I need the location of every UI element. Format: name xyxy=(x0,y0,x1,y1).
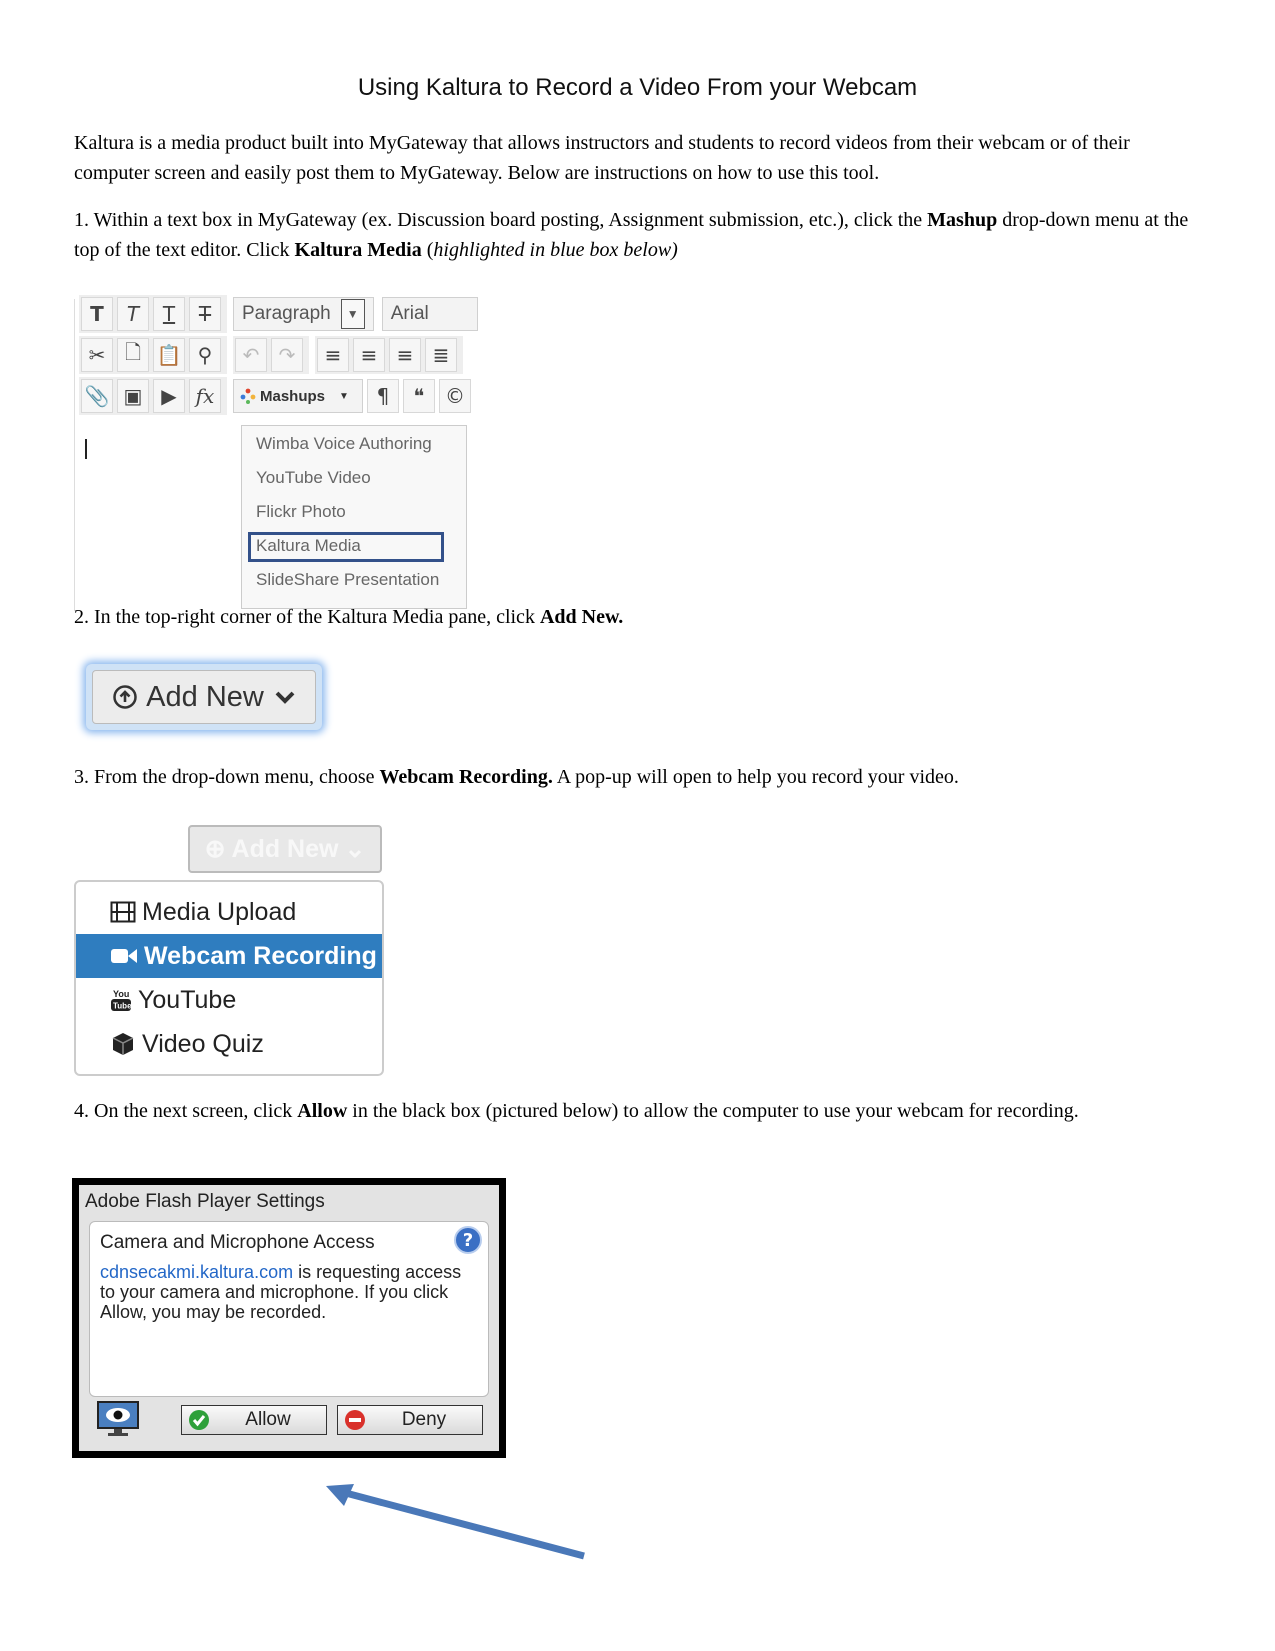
camera-access-body: is requesting access to your camera and microphone. If you click Allow, you may be recorded. xyxy=(100,1262,462,1322)
align-left-icon[interactable]: ≡ xyxy=(317,338,349,372)
step-2-bold: Add New. xyxy=(539,606,624,628)
toolbar-row-1 xyxy=(79,295,478,333)
undo-icon[interactable]: ↶ xyxy=(235,338,267,372)
step-1-bold-kaltura: Kaltura Media xyxy=(294,239,422,261)
flash-dialog-title: Adobe Flash Player Settings xyxy=(85,1191,325,1212)
step-4-text xyxy=(74,1096,1204,1126)
copy-icon[interactable]: 🗋 xyxy=(117,338,149,372)
deny-label: Deny xyxy=(401,1409,447,1430)
add-new-button[interactable] xyxy=(92,670,316,724)
align-group xyxy=(315,336,463,374)
svg-text:You: You xyxy=(113,989,130,999)
image-icon[interactable]: ▣ xyxy=(117,379,149,413)
step-2-prefix: 2. In the top-right corner of the Kaltura Media pane, click xyxy=(74,606,540,628)
flash-settings-dialog xyxy=(72,1178,506,1458)
add-new-faded-icon: ⊕ xyxy=(204,835,226,863)
text-style-group xyxy=(79,295,227,333)
history-group xyxy=(233,336,309,374)
upload-circle-icon xyxy=(112,684,138,710)
video-quiz-label: Video Quiz xyxy=(142,1029,264,1058)
paragraph-mark-icon[interactable]: ¶ xyxy=(367,379,399,413)
align-center-icon[interactable]: ≡ xyxy=(353,338,385,372)
clipboard-group xyxy=(79,336,227,374)
monitor-settings-icon[interactable] xyxy=(97,1401,139,1437)
step-3-prefix: 3. From the drop-down menu, choose xyxy=(74,766,380,788)
redo-icon[interactable]: ↷ xyxy=(271,338,303,372)
step-4-bold: Allow xyxy=(297,1100,348,1122)
menu-item-webcam-recording[interactable] xyxy=(76,934,382,978)
menu-item-video-quiz[interactable] xyxy=(76,1022,382,1066)
align-justify-icon[interactable]: ≣ xyxy=(425,338,457,372)
paste-icon[interactable]: 📋 xyxy=(153,338,185,372)
font-select-label: Arial xyxy=(390,303,429,324)
camera-access-message xyxy=(100,1262,480,1322)
page-title: Using Kaltura to Record a Video From your Webcam xyxy=(357,74,918,101)
step-1-bold-mashup: Mashup xyxy=(927,209,998,231)
step-1-paren: ( xyxy=(421,239,434,261)
flash-dialog-body xyxy=(79,1185,499,1451)
chevron-down-icon[interactable]: ▼ xyxy=(341,299,365,329)
deny-icon xyxy=(344,1409,366,1431)
camera-access-heading: Camera and Microphone Access xyxy=(100,1232,375,1253)
underline-icon[interactable]: T xyxy=(153,297,185,331)
youtube-icon xyxy=(110,987,132,1013)
media-upload-label: Media Upload xyxy=(142,897,297,926)
step-3-suffix: A pop-up will open to help you record your video. xyxy=(552,766,959,788)
media-icon[interactable]: ▶ xyxy=(153,379,185,413)
youtube-label: YouTube xyxy=(138,985,237,1014)
add-new-highlight xyxy=(86,664,322,730)
menu-item-youtube-video[interactable]: YouTube Video xyxy=(256,468,371,487)
menu-item-wimba[interactable]: Wimba Voice Authoring xyxy=(256,434,432,453)
allow-label: Allow xyxy=(245,1409,291,1430)
webcam-recording-label: Webcam Recording xyxy=(144,941,377,970)
video-camera-icon xyxy=(110,946,138,966)
paragraph-select-label: Paragraph xyxy=(242,303,331,324)
menu-item-media-upload[interactable] xyxy=(76,890,382,934)
align-right-icon[interactable]: ≡ xyxy=(389,338,421,372)
attachment-icon[interactable]: 📎 xyxy=(81,379,113,413)
paragraph-select[interactable] xyxy=(233,297,374,331)
intro-paragraph: Kaltura is a media product built into MyGateway that allows instructors and students to record videos from their webcam or of their computer screen and easily post them to MyGateway. Below are instructions on how to use this tool. xyxy=(74,132,1130,184)
add-new-dropdown-menu xyxy=(74,880,384,1076)
film-icon xyxy=(110,901,136,923)
quote-icon[interactable]: ❝ xyxy=(403,379,435,413)
add-new-button-faded[interactable] xyxy=(188,825,382,873)
svg-text:Tube: Tube xyxy=(113,1001,132,1011)
allow-button[interactable] xyxy=(181,1405,327,1435)
menu-item-kaltura-media[interactable]: Kaltura Media xyxy=(256,536,361,555)
step-4-suffix: in the black box (pictured below) to allow the computer to use your webcam for recording. xyxy=(347,1100,1079,1122)
toolbar-row-3 xyxy=(79,377,475,415)
mashups-button[interactable] xyxy=(233,379,363,413)
requesting-domain-link[interactable]: cdnsecakmi.kaltura.com xyxy=(100,1262,294,1282)
copyright-icon[interactable]: © xyxy=(439,379,471,413)
step-3-bold: Webcam Recording. xyxy=(379,766,553,788)
pointer-arrow xyxy=(320,1480,590,1560)
chevron-down-icon xyxy=(274,689,296,705)
menu-item-flickr[interactable]: Flickr Photo xyxy=(256,502,346,521)
menu-item-slideshare[interactable]: SlideShare Presentation xyxy=(256,570,440,589)
cube-icon xyxy=(110,1031,136,1057)
step-1-prefix: 1. Within a text box in MyGateway (ex. Discussion board posting, Assignment submission, etc.), click the xyxy=(74,209,928,231)
step-1-text xyxy=(74,205,1204,265)
step-1-italic: highlighted in blue box below) xyxy=(433,239,678,261)
menu-item-youtube[interactable] xyxy=(76,978,382,1022)
mashups-label: Mashups xyxy=(260,387,326,405)
step-2-text xyxy=(74,602,1204,632)
strikethrough-icon[interactable]: T xyxy=(189,297,221,331)
toolbar-row-2 xyxy=(79,336,469,374)
step-1-mid: drop-down menu at the top of the text editor. Click xyxy=(74,209,1189,261)
mashups-icon xyxy=(240,388,256,404)
chevron-down-icon: ▼ xyxy=(339,390,349,402)
chevron-down-icon: ⌄ xyxy=(344,835,366,863)
bold-icon[interactable]: T xyxy=(81,297,113,331)
add-new-faded-label: Add New xyxy=(231,834,339,863)
step-3-text xyxy=(74,762,1204,792)
camera-access-panel xyxy=(89,1221,489,1397)
search-icon[interactable]: ⚲ xyxy=(189,338,221,372)
text-editor-screenshot xyxy=(74,299,495,611)
add-new-label: Add New xyxy=(146,680,264,713)
formula-icon[interactable]: fx xyxy=(189,379,221,413)
mashups-dropdown-menu xyxy=(241,425,467,609)
cut-icon[interactable]: ✂ xyxy=(81,338,113,372)
italic-icon[interactable]: T xyxy=(117,297,149,331)
insert-group xyxy=(79,377,227,415)
text-cursor xyxy=(85,439,87,459)
font-select[interactable] xyxy=(382,297,478,331)
deny-button[interactable] xyxy=(337,1405,483,1435)
check-icon xyxy=(188,1409,210,1431)
step-4-prefix: 4. On the next screen, click xyxy=(74,1100,298,1122)
help-icon[interactable]: ? xyxy=(454,1226,482,1254)
